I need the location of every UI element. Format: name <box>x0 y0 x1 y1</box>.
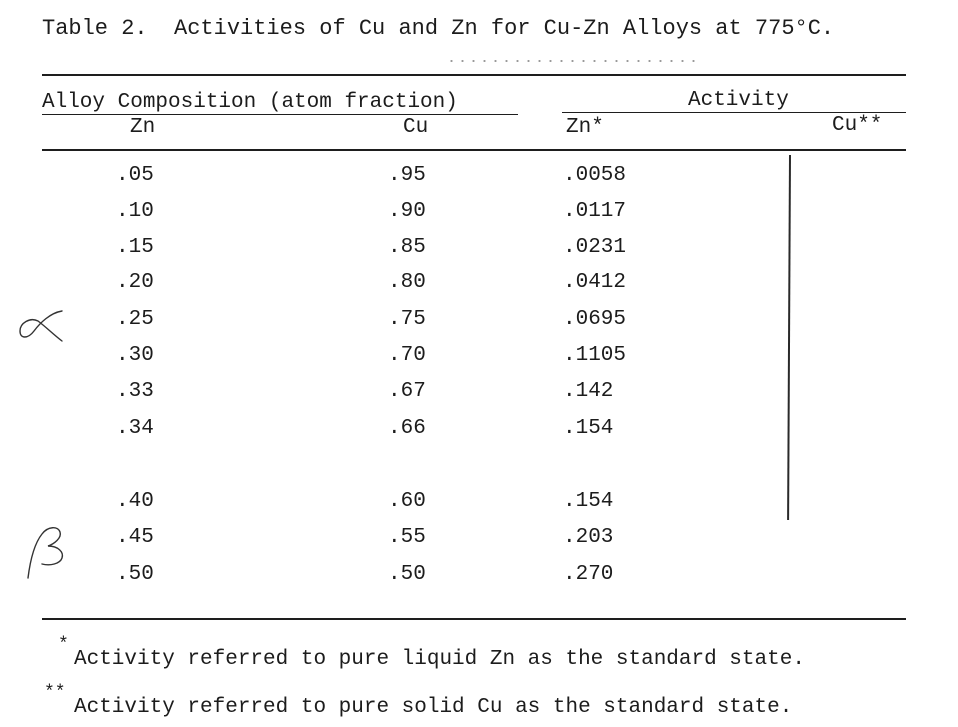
header-activity: Activity <box>688 89 789 112</box>
cell-activity-zn: .203 <box>563 526 614 549</box>
cell-cu: .67 <box>388 380 426 403</box>
cell-zn: .40 <box>116 490 154 513</box>
col-header-activity-zn: Zn* <box>566 116 604 139</box>
footnote-2-text: Activity referred to pure solid Cu as the standard state. <box>74 696 793 719</box>
header-activity-underline <box>562 112 906 113</box>
header-alloy-composition: Alloy Composition (atom fraction) <box>42 91 458 114</box>
cell-activity-zn: .154 <box>563 490 614 513</box>
cell-cu: .75 <box>388 308 426 331</box>
col-header-zn: Zn <box>130 116 156 139</box>
cell-activity-zn: .0058 <box>563 164 627 187</box>
cell-cu: .85 <box>388 236 426 259</box>
table-title: Table 2. Activities of Cu and Zn for Cu-Zn Alloys at 775°C. <box>42 16 835 41</box>
cell-activity-zn: .0695 <box>563 308 627 331</box>
cell-zn: .45 <box>116 526 154 549</box>
cell-cu: .90 <box>388 200 426 223</box>
cell-zn: .20 <box>116 271 154 294</box>
header-composition-underline <box>42 114 518 115</box>
cell-zn: .33 <box>116 380 154 403</box>
cell-zn: .34 <box>116 417 154 440</box>
alpha-annotation <box>14 305 74 345</box>
cell-activity-zn: .0412 <box>563 271 627 294</box>
cell-cu: .80 <box>388 271 426 294</box>
dotted-leader <box>446 60 696 62</box>
footnote-1-mark: * <box>58 635 69 655</box>
col-header-activity-cu: Cu** <box>832 114 883 137</box>
cell-activity-zn: .0117 <box>563 200 627 223</box>
header-bottom-rule <box>42 149 906 151</box>
cell-cu: .66 <box>388 417 426 440</box>
cell-zn: .50 <box>116 563 154 586</box>
cell-activity-zn: .154 <box>563 417 614 440</box>
cell-cu: .70 <box>388 344 426 367</box>
cell-activity-zn: .1105 <box>563 344 627 367</box>
col-header-cu: Cu <box>403 116 429 139</box>
cu-activity-dash-line <box>787 155 791 520</box>
cell-zn: .15 <box>116 236 154 259</box>
cell-activity-zn: .142 <box>563 380 614 403</box>
footnote-2-mark: ** <box>44 683 66 703</box>
cell-cu: .50 <box>388 563 426 586</box>
cell-zn: .05 <box>116 164 154 187</box>
cell-cu: .60 <box>388 490 426 513</box>
footnote-1-text: Activity referred to pure liquid Zn as the standard state. <box>74 648 805 671</box>
bottom-rule <box>42 618 906 620</box>
cell-zn: .30 <box>116 344 154 367</box>
beta-annotation <box>24 522 74 582</box>
cell-cu: .55 <box>388 526 426 549</box>
cell-activity-zn: .0231 <box>563 236 627 259</box>
cell-activity-zn: .270 <box>563 563 614 586</box>
cell-cu: .95 <box>388 164 426 187</box>
cell-zn: .10 <box>116 200 154 223</box>
top-rule <box>42 74 906 76</box>
cell-zn: .25 <box>116 308 154 331</box>
